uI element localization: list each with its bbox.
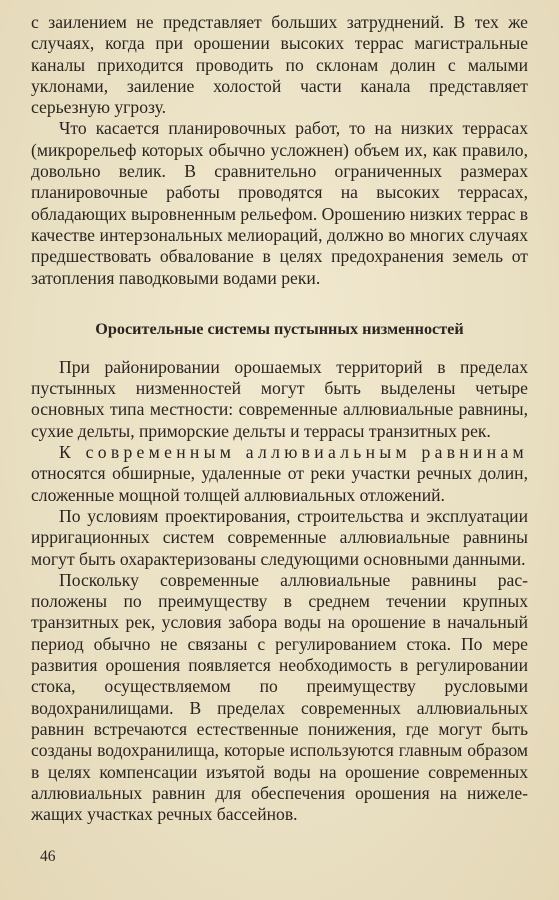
page-number: 46 [40, 848, 56, 865]
paragraph-design-conditions: По условиям проектирования, строительства и эксплуатации ирригационных систем современные аллювиальные равнины могут быть охарактеризованы следующими основными данными. [31, 505, 528, 569]
paragraph-planning-works: Что касается планировочных работ, то на низких террасах (микрорельеф которых обычно усложнен) объем их, как правило, довольно велик. В сравнительно ограниченных размерах планировочные работы проводятся на высоких террасах, обладающих выровненным рельефом. Орошению низких террас в качестве интерзональных мелиораций, должно во многих случаях предшествовать обвалование в целях предохранения земель от затопления паводковыми водами реки. [31, 118, 529, 288]
paragraph-continued: с заилением не представляет больших затруднений. В тех же случаях, когда при орошении высоких террас магистральные каналы приходится проводить по склонам долин с малыми уклонами, заиление холостой части канала представляет серьезную угрозу. [31, 12, 528, 118]
paragraph-water-intake: Поскольку современные аллювиальные равнины расположены по преимуществу в среднем течении крупных транзитных рек, условия забора воды на орошение в начальный период обычно не связаны с регулированием стока. По мере развития орошения появляется необходимость в регулировании стока, осуществляемом по преимуществу русловыми водохранилищами. В пределах современных аллювиальных равнин встречаются естественные понижения, где могут быть созданы водохранилища, которые используются главным образом в целях компенсации изъятой воды на орошение современных аллювиальных равнин для обеспечения орошения на нижележащих участках речных бассейнов. [31, 569, 528, 825]
paragraph-zoning: При районировании орошаемых территорий в пределах пустынных низменностей могут быть выделены четыре основных типа местности: современные аллювиальные равнины, сухие дельты, приморские дельты и террасы транзитных рек. [31, 356, 528, 441]
paragraph-alluvial-rest: относятся обширные, удаленные от реки участки речных долин, сложенные мощной толщей аллювиальных отложений. [31, 463, 528, 505]
emphasized-term: К современным аллювиальным равнинам [59, 442, 528, 463]
section-heading: Оросительные системы пустынных низменностей [95, 319, 464, 338]
paragraph-alluvial-plains [31, 442, 528, 506]
